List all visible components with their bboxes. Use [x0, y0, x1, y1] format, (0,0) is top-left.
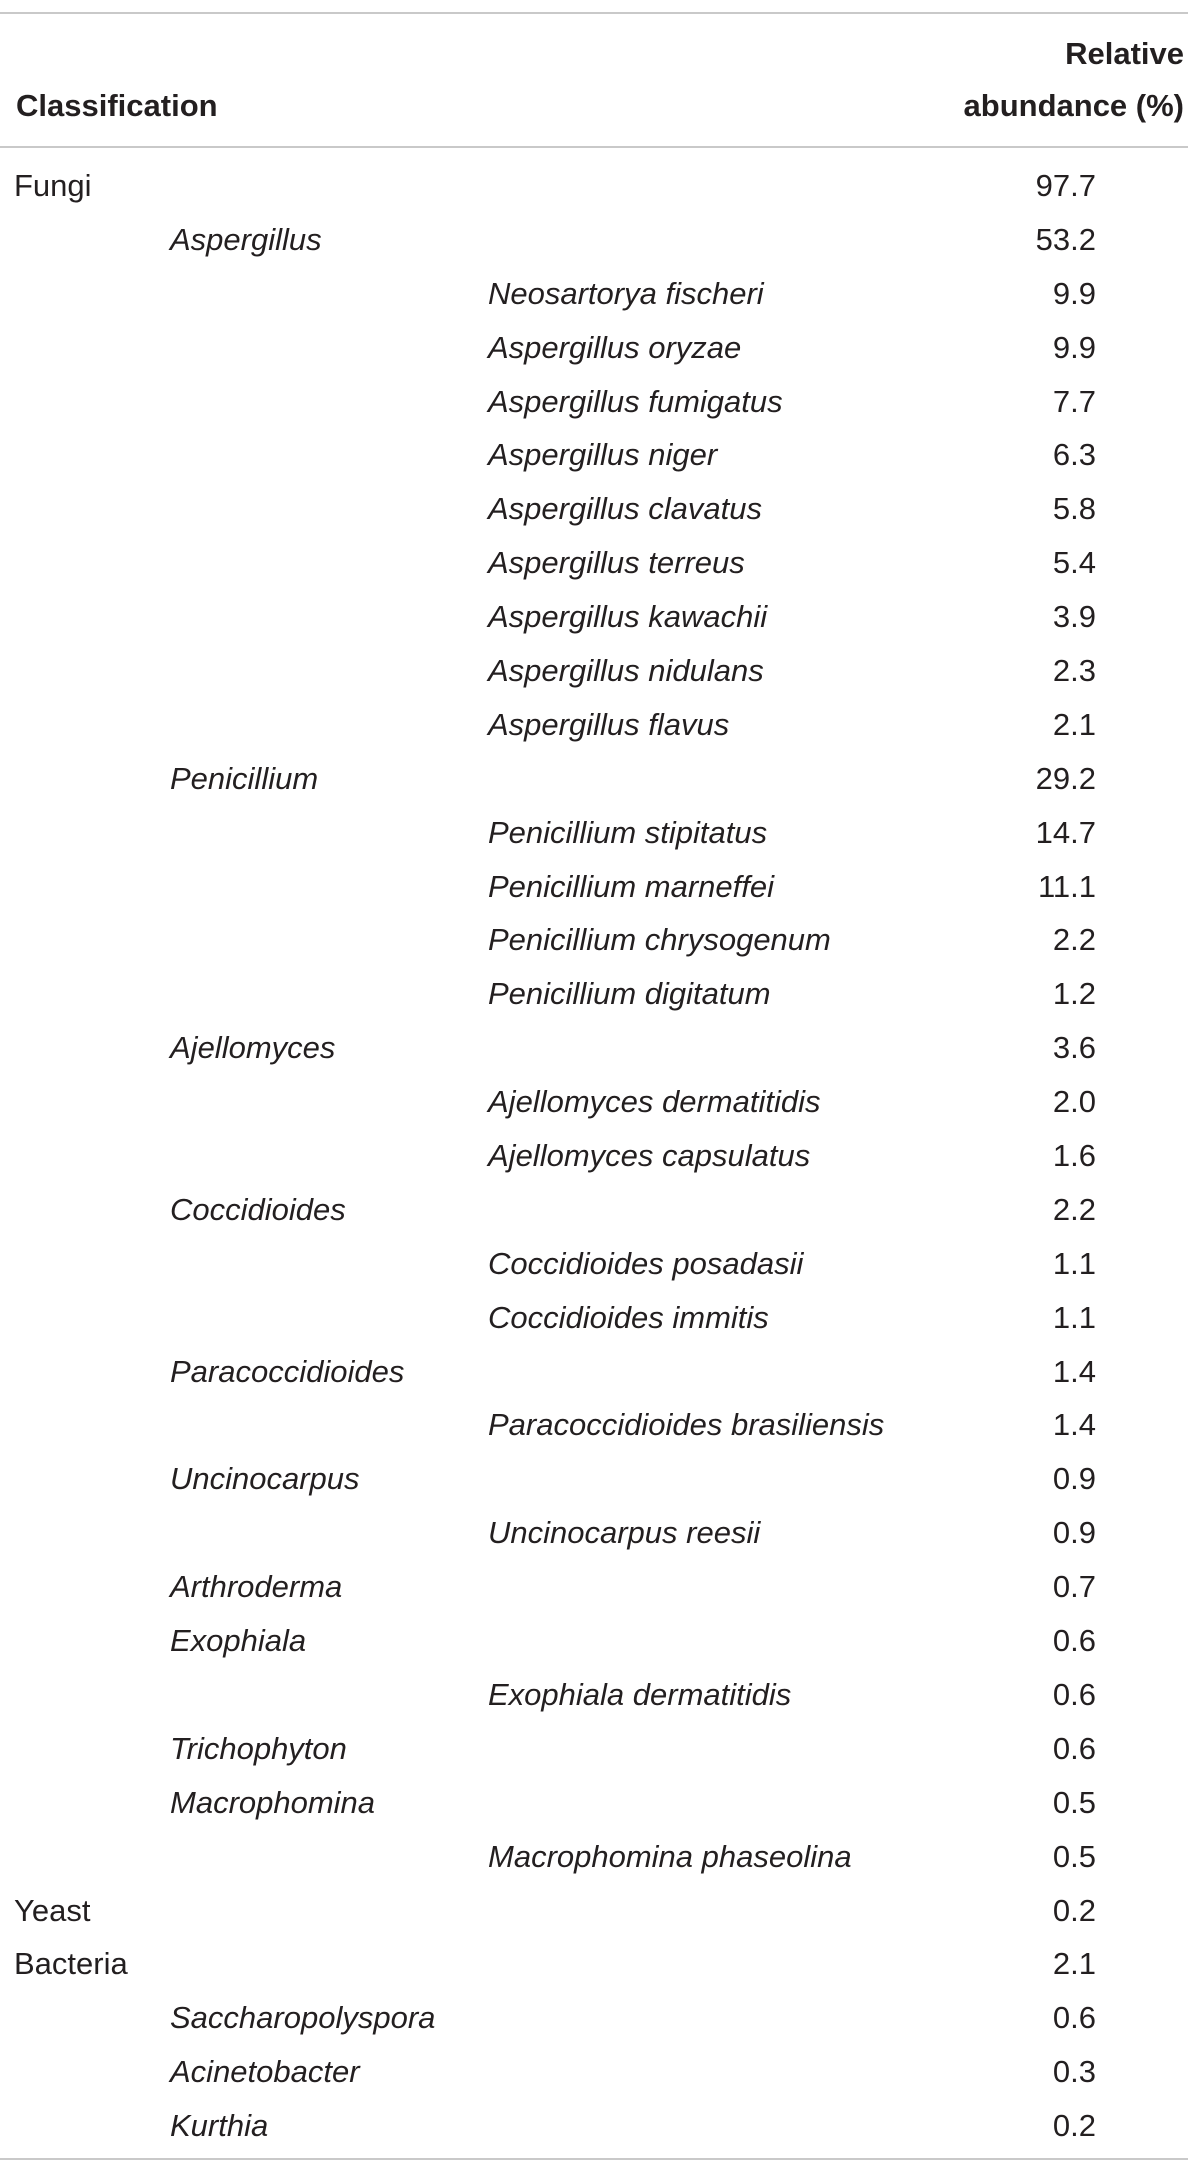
abundance-value: 9.9: [1052, 275, 1096, 311]
taxon-name: Penicillium chrysogenum: [488, 922, 831, 958]
taxon-name: Coccidioides posadasii: [488, 1245, 804, 1281]
taxon-name: Coccidioides immitis: [488, 1299, 769, 1335]
table-row: [0, 806, 1200, 860]
taxon-name: Aspergillus clavatus: [488, 491, 762, 527]
abundance-value: 0.2: [1052, 1892, 1096, 1928]
table-row: [0, 1884, 1200, 1938]
table-row: [0, 536, 1200, 590]
table-row: [0, 321, 1200, 375]
table-row: [0, 267, 1200, 321]
table-row: [0, 1075, 1200, 1129]
abundance-value: 2.1: [1052, 706, 1096, 742]
abundance-value: 2.3: [1052, 653, 1096, 689]
table-row: [0, 913, 1200, 967]
abundance-value: 7.7: [1052, 383, 1096, 419]
taxon-name: Trichophyton: [170, 1730, 347, 1766]
taxon-name: Aspergillus: [170, 221, 322, 257]
table-row: [0, 1506, 1200, 1560]
header-relative-abundance: [964, 28, 1184, 132]
table-row: [0, 1183, 1200, 1237]
taxon-name: Coccidioides: [170, 1191, 346, 1227]
taxon-name: Macrophomina phaseolina: [488, 1838, 852, 1874]
taxon-name: Kurthia: [170, 2108, 269, 2144]
table-row: [0, 428, 1200, 482]
abundance-value: 0.6: [1052, 1676, 1096, 1712]
abundance-value: 0.5: [1052, 1784, 1096, 1820]
abundance-value: 97.7: [1035, 168, 1096, 203]
taxon-name: Ajellomyces: [170, 1030, 336, 1066]
abundance-value: 9.9: [1052, 329, 1096, 365]
table-row: [0, 1291, 1200, 1345]
abundance-value: 3.9: [1052, 599, 1096, 635]
taxon-name: Aspergillus kawachii: [488, 599, 768, 635]
abundance-value: 0.9: [1052, 1515, 1096, 1551]
abundance-value: 0.9: [1052, 1461, 1096, 1497]
abundance-value: 5.4: [1052, 545, 1096, 581]
taxon-name: Aspergillus nidulans: [488, 653, 764, 689]
header-abundance-line2: abundance (%): [963, 88, 1184, 123]
table-row: [0, 1129, 1200, 1183]
abundance-value: 53.2: [1035, 221, 1096, 257]
taxon-name: Neosartorya fischeri: [488, 275, 764, 311]
abundance-value: 11.1: [1037, 868, 1096, 904]
taxon-name: Penicillium marneffei: [488, 868, 774, 904]
table-row: [0, 1668, 1200, 1722]
taxon-name: Aspergillus flavus: [488, 706, 730, 742]
abundance-value: 3.6: [1052, 1030, 1096, 1066]
taxon-name: Acinetobacter: [170, 2054, 360, 2090]
table-row: [0, 860, 1200, 914]
abundance-value: 1.6: [1052, 1138, 1096, 1174]
abundance-value: 14.7: [1035, 814, 1096, 850]
abundance-value: 1.4: [1052, 1353, 1096, 1389]
abundance-value: 2.0: [1052, 1084, 1096, 1120]
taxon-name: Aspergillus niger: [488, 437, 718, 473]
taxon-name: Uncinocarpus reesii: [488, 1515, 761, 1551]
table-top-rule: [0, 12, 1188, 14]
abundance-value: 5.8: [1052, 491, 1096, 527]
table-row: [0, 482, 1200, 536]
table-row: [0, 1237, 1200, 1291]
table-row: [0, 1991, 1200, 2045]
taxon-name: Aspergillus terreus: [488, 545, 745, 581]
table-row: [0, 2099, 1200, 2153]
table-row: [0, 213, 1200, 267]
abundance-value: 0.3: [1052, 2054, 1096, 2090]
header-classification: Classification: [16, 88, 218, 123]
taxon-name: Penicillium stipitatus: [488, 814, 768, 850]
header-rule: [0, 146, 1188, 148]
abundance-value: 29.2: [1035, 760, 1096, 796]
abundance-value: 0.5: [1052, 1838, 1096, 1874]
abundance-value: 1.4: [1052, 1407, 1096, 1443]
taxon-name: Arthroderma: [170, 1569, 343, 1605]
abundance-value: 6.3: [1052, 437, 1096, 473]
taxon-name: Penicillium: [170, 760, 319, 796]
taxon-name: Yeast: [14, 1892, 91, 1928]
abundance-value: 0.6: [1052, 1730, 1096, 1766]
table-row: [0, 159, 1200, 213]
table-row: [0, 1614, 1200, 1668]
abundance-value: 0.6: [1052, 2000, 1096, 2036]
table-row: [0, 1937, 1200, 1991]
abundance-value: 1.1: [1052, 1245, 1096, 1281]
taxon-name: Bacteria: [14, 1946, 128, 1982]
table-row: [0, 1560, 1200, 1614]
taxon-name: Exophiala dermatitidis: [488, 1676, 792, 1712]
header-abundance-line1: Relative: [1065, 36, 1184, 71]
table-row: [0, 1830, 1200, 1884]
table-row: [0, 590, 1200, 644]
abundance-value: 0.2: [1052, 2108, 1096, 2144]
abundance-value: 2.2: [1052, 1191, 1096, 1227]
abundance-value: 1.2: [1052, 976, 1096, 1012]
table-row: [0, 1021, 1200, 1075]
taxon-name: Exophiala: [170, 1623, 307, 1659]
table-row: [0, 2045, 1200, 2099]
taxon-name: Fungi: [14, 168, 92, 203]
taxon-name: Paracoccidioides brasiliensis: [488, 1407, 885, 1443]
taxon-name: Paracoccidioides: [170, 1353, 405, 1389]
taxon-name: Aspergillus oryzae: [488, 329, 742, 365]
taxon-name: Ajellomyces capsulatus: [488, 1138, 811, 1174]
table-body: [0, 159, 1200, 2153]
abundance-value: 2.2: [1052, 922, 1096, 958]
table-row: [0, 1398, 1200, 1452]
table-row: [0, 1345, 1200, 1399]
taxon-name: Uncinocarpus: [170, 1461, 360, 1497]
abundance-value: 1.1: [1052, 1299, 1096, 1335]
table-row: [0, 1452, 1200, 1506]
taxon-name: Ajellomyces dermatitidis: [488, 1084, 821, 1120]
abundance-value: 2.1: [1052, 1946, 1096, 1982]
taxon-name: Aspergillus fumigatus: [488, 383, 783, 419]
table-row: [0, 967, 1200, 1021]
table-row: [0, 698, 1200, 752]
taxon-name: Saccharopolyspora: [170, 2000, 436, 2036]
table-row: [0, 1776, 1200, 1830]
abundance-value: 0.7: [1052, 1569, 1096, 1605]
taxon-name: Penicillium digitatum: [488, 976, 771, 1012]
table-bottom-rule: [0, 2158, 1188, 2160]
table-row: [0, 375, 1200, 429]
table-row: [0, 752, 1200, 806]
table-row: [0, 1722, 1200, 1776]
table-row: [0, 644, 1200, 698]
taxon-name: Macrophomina: [170, 1784, 376, 1820]
abundance-value: 0.6: [1052, 1623, 1096, 1659]
